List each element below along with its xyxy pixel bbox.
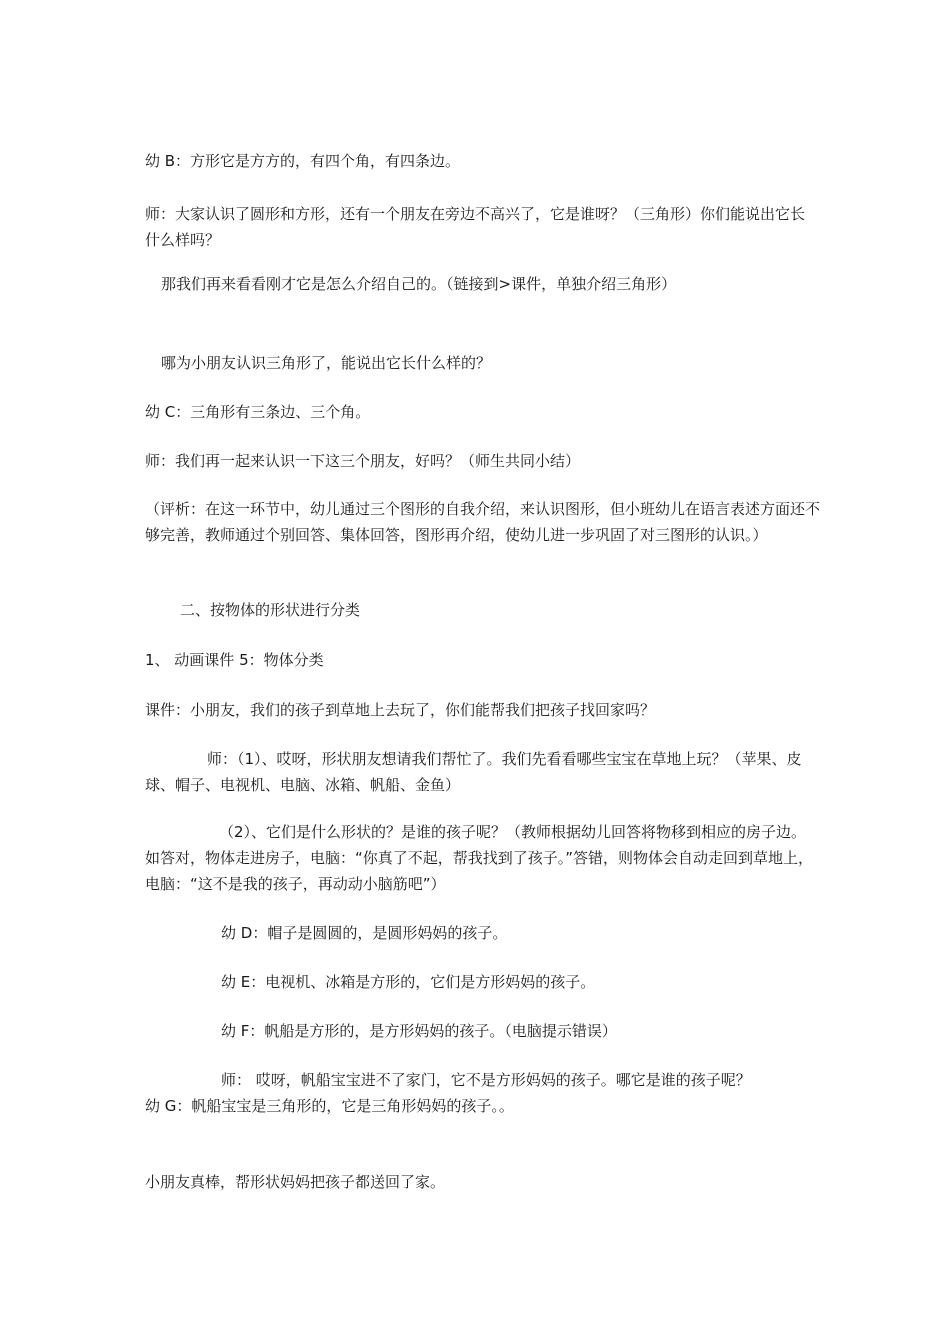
paragraph-teacher-sailboat: 师： 哎呀，帆船宝宝进不了家门，它不是方形妈妈的孩子。哪它是谁的孩子呢？: [221, 1071, 751, 1089]
paragraph-child-c: 幼 C：三角形有三条边、三个角。: [145, 403, 371, 421]
paragraph-child-f: 幼 F：帆船是方形的，是方形妈妈的孩子。（电脑提示错误）: [221, 1022, 617, 1040]
paragraph-teacher-step-2: （2）、它们是什么形状的？是谁的孩子呢？（教师根据幼儿回答将物移到相应的房子边。如答对，物体走进房子，电脑：“你真了不起，帮我找到了孩子。”答错，则物体会自动走回到草地上，电脑：“这不是我的孩子，再动动小脑筋吧”）: [145, 823, 814, 893]
paragraph-closing: 小朋友真棒，帮形状妈妈把孩子都送回了家。: [145, 1173, 446, 1191]
paragraph-teacher-triangle-intro: 师：大家认识了圆形和方形，还有一个朋友在旁边不高兴了，它是谁呀？（三角形）你们能说出它长什么样吗？: [145, 205, 806, 249]
paragraph-teacher-summary: 师：我们再一起来认识一下这三个朋友，好吗？（师生共同小结）: [145, 452, 581, 470]
paragraph-animation-courseware: 1、 动画课件 5：物体分类: [145, 651, 324, 669]
paragraph-courseware-prompt: 课件：小朋友，我们的孩子到草地上去玩了，你们能帮我们把孩子找回家吗？: [145, 701, 656, 719]
paragraph-child-b: 幼 B：方形它是方方的，有四个角，有四条边。: [145, 152, 461, 170]
paragraph-child-e: 幼 E：电视机、冰箱是方形的，它们是方形妈妈的孩子。: [221, 973, 596, 991]
paragraph-teacher-step-1: 师：（1）、哎呀，形状朋友想请我们帮忙了。我们先看看哪些宝宝在草地上玩？（苹果、皮球、帽子、电视机、电脑、冰箱、帆船、金鱼）: [145, 750, 802, 794]
section-heading-classify: 二、按物体的形状进行分类: [180, 601, 361, 619]
paragraph-commentary: （评析：在这一环节中，幼儿通过三个图形的自我介绍，来认识图形，但小班幼儿在语言表述方面还不够完善，教师通过个别回答、集体回答，图形再介绍，使幼儿进一步巩固了对三图形的认识。）: [145, 500, 821, 544]
paragraph-who-knows-triangle: 哪为小朋友认识三角形了，能说出它长什么样的？: [161, 354, 492, 372]
paragraph-child-g: 幼 G：帆船宝宝是三角形的，它是三角形妈妈的孩子。。: [145, 1097, 514, 1115]
paragraph-link-courseware: 那我们再来看看刚才它是怎么介绍自己的。（链接到>课件，单独介绍三角形）: [161, 275, 677, 293]
paragraph-child-d: 幼 D：帽子是圆圆的，是圆形妈妈的孩子。: [221, 924, 508, 942]
